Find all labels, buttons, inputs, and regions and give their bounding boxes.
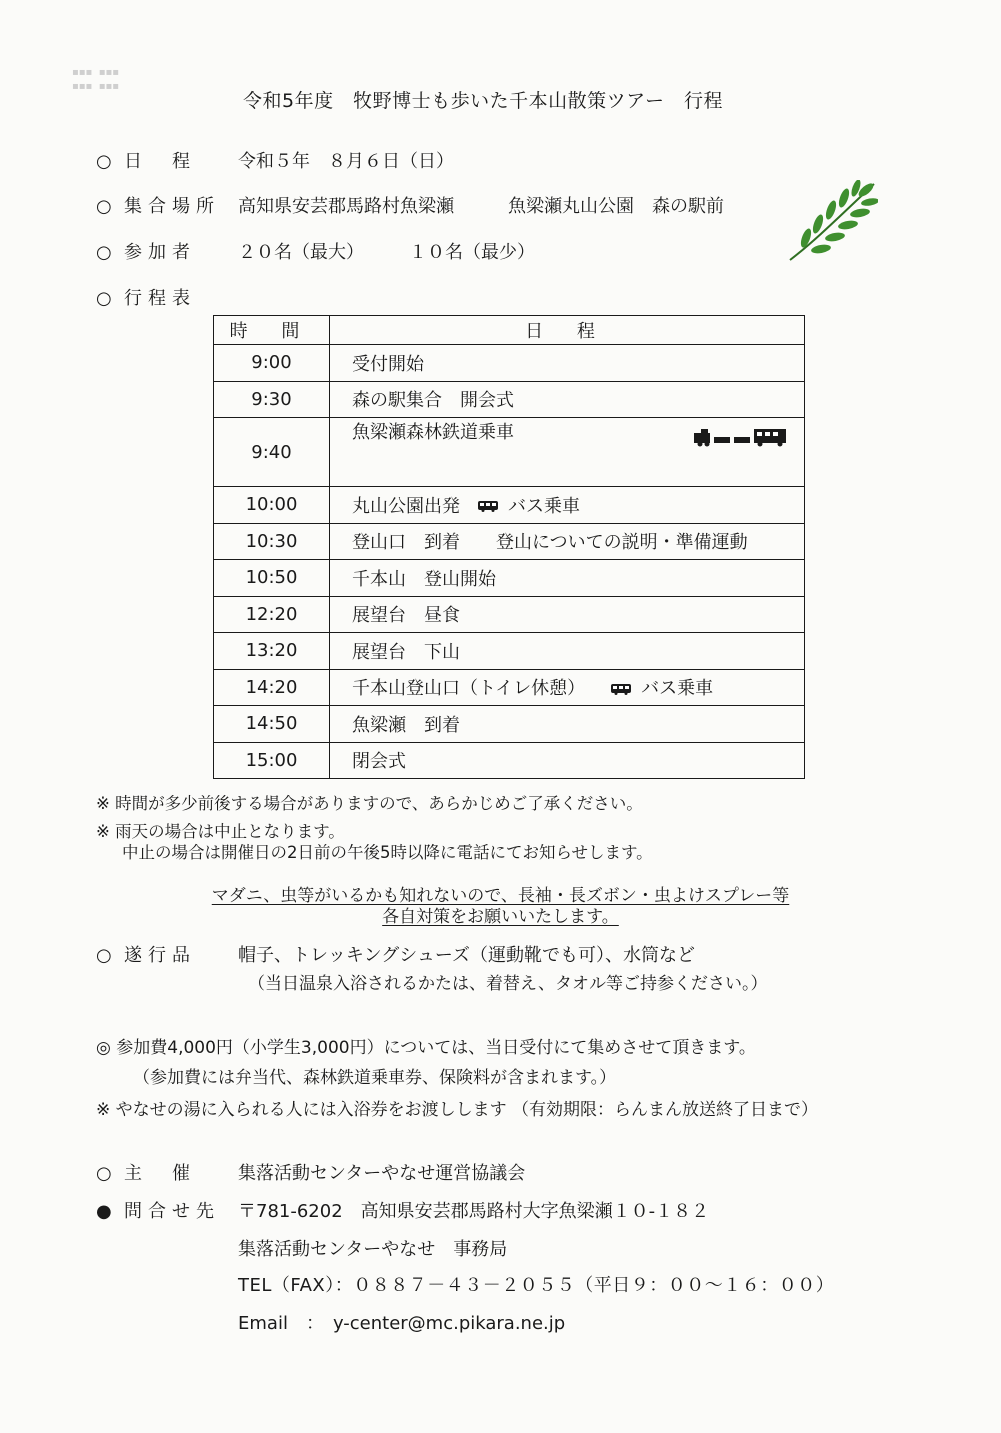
bullet-open: ○ xyxy=(96,1163,112,1184)
row-time: 10:50 xyxy=(214,560,330,597)
header-desc: 日 程 xyxy=(330,316,805,345)
items-value: 帽子、トレッキングシューズ（運動靴でも可）、水筒など xyxy=(238,945,696,966)
date-label: 日 程 xyxy=(124,151,196,172)
note-text: 時間が多少前後する場合がありますので、あらかじめご了承ください。 xyxy=(115,794,643,813)
bullet-open: ○ xyxy=(96,196,112,217)
row-time: 12:20 xyxy=(214,596,330,633)
double-circle-mark: ◎ xyxy=(96,1038,111,1058)
items-row xyxy=(96,941,695,967)
row-desc: 展望台 下山 xyxy=(330,633,805,670)
note-mark: ※ xyxy=(96,794,110,813)
row-time: 9:30 xyxy=(214,381,330,418)
warning-line-2: 各自対策をお願いいたします。 xyxy=(382,907,619,927)
note-mark: ※ xyxy=(96,1100,111,1120)
row-time: 14:20 xyxy=(214,669,330,706)
contact-tel: TEL（FAX）：０８８７－４３－２０５５（平日９：００～１６：００） xyxy=(238,1275,835,1296)
row-desc: 魚梁瀬 到着 xyxy=(330,706,805,743)
itinerary-row xyxy=(96,284,238,310)
fee-line-2: （参加費には弁当代、森林鉄道乗車券、保険料が含まれます。） xyxy=(133,1068,617,1088)
row-time: 14:50 xyxy=(214,706,330,743)
contact-row xyxy=(96,1197,709,1223)
row-time: 13:20 xyxy=(214,633,330,670)
itinerary-table xyxy=(213,315,805,779)
bus-icon xyxy=(478,501,498,512)
contact-address: 〒781-6202 高知県安芸郡馬路村大字魚梁瀬１０-１８２ xyxy=(238,1201,710,1222)
note-cancel: 中止の場合は開催日の2日前の午後5時以降に電話にてお知らせします。 xyxy=(122,843,653,862)
row-desc-cell xyxy=(330,487,805,524)
bullet-open: ○ xyxy=(96,945,112,966)
row-desc: 閉会式 xyxy=(330,742,805,779)
table-row xyxy=(214,706,805,743)
row-desc-cell xyxy=(330,669,805,706)
header-time: 時 間 xyxy=(214,316,330,345)
note-mark: ※ xyxy=(96,822,110,841)
row-desc: 丸山公園出発 xyxy=(352,495,460,517)
table-row xyxy=(214,669,805,706)
row-desc-2: バス乗車 xyxy=(508,495,580,517)
row-time: 9:40 xyxy=(214,418,330,487)
fee-text: やなせの湯に入られる人には入浴券をお渡しします （有効期限：らんまん放送終了日まで） xyxy=(115,1100,819,1120)
train-icon xyxy=(692,427,788,447)
meeting-place-label: 集合場所 xyxy=(124,196,220,217)
meeting-place-value: 高知県安芸郡馬路村魚梁瀬 魚梁瀬丸山公園 森の駅前 xyxy=(238,196,724,217)
row-desc: 森の駅集合 開会式 xyxy=(330,381,805,418)
bullet-open: ○ xyxy=(96,242,112,263)
table-row xyxy=(214,487,805,524)
contact-office: 集落活動センターやなせ 事務局 xyxy=(238,1239,508,1260)
date-row xyxy=(96,147,454,173)
row-desc: 受付開始 xyxy=(330,345,805,382)
bus-icon xyxy=(611,684,631,695)
bullet-open: ○ xyxy=(96,151,112,172)
items-note: （当日温泉入浴されるかたは、着替え、タオル等ご持参ください。） xyxy=(248,974,768,994)
row-desc: 展望台 昼食 xyxy=(330,596,805,633)
host-label: 主 催 xyxy=(124,1163,196,1184)
row-desc: 千本山 登山開始 xyxy=(330,560,805,597)
note-text: 雨天の場合は中止となります。 xyxy=(115,822,345,841)
table-row xyxy=(214,742,805,779)
fee-line-1 xyxy=(96,1033,756,1058)
row-time: 15:00 xyxy=(214,742,330,779)
itinerary-label: 行程表 xyxy=(124,288,196,309)
table-row xyxy=(214,345,805,382)
contact-label: 問合せ先 xyxy=(124,1201,220,1222)
row-time: 10:00 xyxy=(214,487,330,524)
participants-label: 参加者 xyxy=(124,242,196,263)
fee-text: 参加費4,000円（小学生3,000円）については、当日受付にて集めさせて頂きます。 xyxy=(116,1038,756,1058)
table-row xyxy=(214,596,805,633)
warning-line-1: マダニ、虫等がいるかも知れないので、長袖・長ズボン・虫よけスプレー等 xyxy=(211,886,790,906)
items-label: 遂行品 xyxy=(124,945,196,966)
row-time: 10:30 xyxy=(214,523,330,560)
table-row xyxy=(214,523,805,560)
date-value: 令和５年 ８月６日（日） xyxy=(238,151,454,172)
row-desc-cell xyxy=(330,418,805,487)
table-row xyxy=(214,633,805,670)
row-desc: 魚梁瀬森林鉄道乗車 xyxy=(352,422,514,443)
row-desc: 千本山登山口（トイレ休憩） xyxy=(352,678,586,700)
contact-email[interactable]: Email ： y-center@mc.pikara.ne.jp xyxy=(238,1313,566,1334)
meeting-place-row xyxy=(96,192,724,218)
note-time-change xyxy=(96,790,643,814)
participants-value: ２０名（最大） １０名（最少） xyxy=(238,242,535,263)
bullet-open: ○ xyxy=(96,288,112,309)
participants-row xyxy=(96,238,535,264)
fee-line-3 xyxy=(96,1095,818,1120)
host-value: 集落活動センターやなせ運営協議会 xyxy=(238,1163,526,1184)
host-row xyxy=(96,1159,525,1185)
table-header-row xyxy=(214,316,805,345)
row-desc-2: バス乗車 xyxy=(641,678,714,700)
table-row xyxy=(214,560,805,597)
show-through-marks: ▪▪▪ ▪▪▪ ▪▪▪ ▪▪▪ xyxy=(72,67,120,92)
row-time: 9:00 xyxy=(214,345,330,382)
row-desc: 登山口 到着 登山についての説明・準備運動 xyxy=(330,523,805,560)
leaf-illustration-icon xyxy=(786,180,878,264)
table-row xyxy=(214,381,805,418)
document-title: 令和5年度 牧野博士も歩いた千本山散策ツアー 行程 xyxy=(243,90,724,112)
bullet-filled: ● xyxy=(96,1201,112,1222)
table-row xyxy=(214,418,805,487)
